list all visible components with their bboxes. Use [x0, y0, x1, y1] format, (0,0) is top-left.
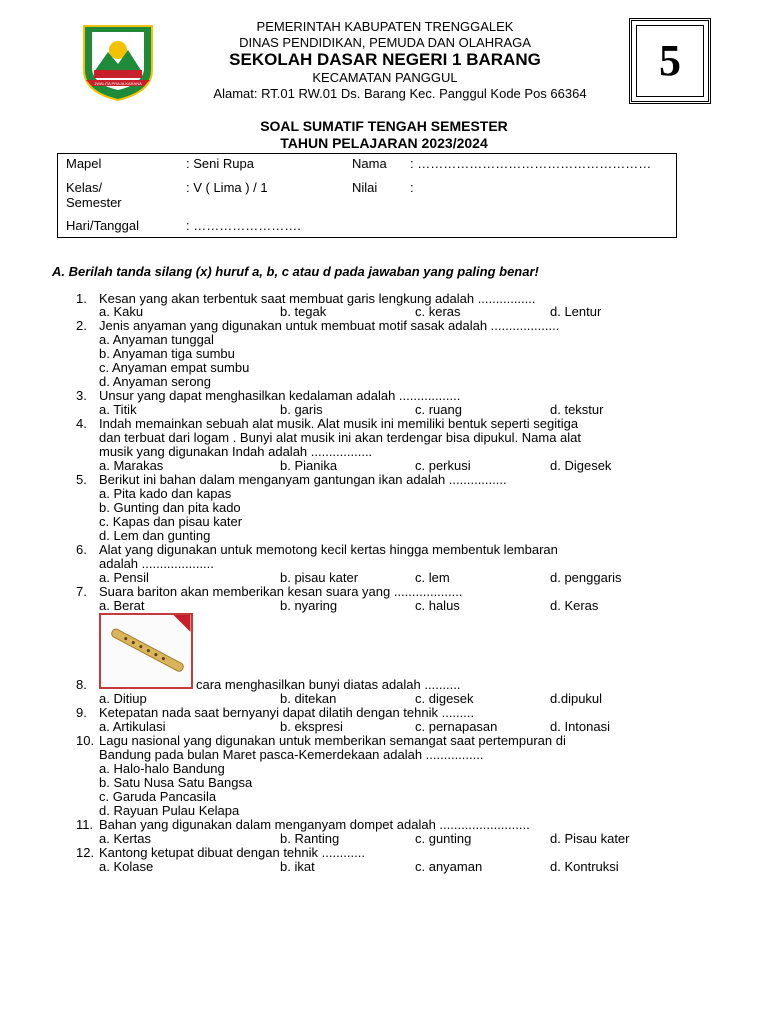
q6-option-a[interactable]: a. Pensil	[99, 570, 149, 585]
q7-option-b[interactable]: b. nyaring	[280, 598, 338, 613]
q12-option-d[interactable]: d. Kontruksi	[550, 859, 619, 874]
q5-option-c[interactable]: c. Kapas dan pisau kater	[99, 514, 243, 529]
q2-option-a[interactable]: a. Anyaman tunggal	[99, 332, 214, 347]
q10-option-c[interactable]: c. Garuda Pancasila	[99, 789, 217, 804]
q12-option-a[interactable]: a. Kolase	[99, 859, 154, 874]
nilai-label: Nilai	[352, 180, 378, 195]
q9-number: 9.	[76, 705, 87, 720]
regency-logo	[78, 22, 158, 102]
q12-number: 12.	[76, 845, 95, 860]
q1-option-d[interactable]: d. Lentur	[550, 304, 602, 319]
q8-text: cara menghasilkan bunyi diatas adalah ..........	[196, 677, 461, 692]
q10-option-d[interactable]: d. Rayuan Pulau Kelapa	[99, 803, 240, 818]
q7-option-c[interactable]: c. halus	[415, 598, 460, 613]
q10-number: 10.	[76, 733, 95, 748]
q10-option-b[interactable]: b. Satu Nusa Satu Bangsa	[99, 775, 253, 790]
q10-text-line2: Bandung pada bulan Maret pasca-Kemerdekaan adalah ................	[99, 747, 484, 762]
student-info-box	[57, 153, 677, 238]
q7-option-d[interactable]: d. Keras	[550, 598, 599, 613]
q2-option-d[interactable]: d. Anyaman serong	[99, 374, 212, 389]
q4-number: 4.	[76, 416, 87, 431]
q11-option-d[interactable]: d. Pisau kater	[550, 831, 630, 846]
q9-option-c[interactable]: c. pernapasan	[415, 719, 498, 734]
q11-option-b[interactable]: b. Ranting	[280, 831, 340, 846]
q11-option-c[interactable]: c. gunting	[415, 831, 472, 846]
q6-text-line2: adalah ....................	[99, 556, 214, 571]
kelas-label: Kelas/	[66, 180, 103, 195]
q4-option-d[interactable]: d. Digesek	[550, 458, 612, 473]
q4-text-line2: dan terbuat dari logam . Bunyi alat musik ini akan terdengar bisa dipukul. Nama alat	[99, 430, 581, 445]
q6-option-c[interactable]: c. lem	[415, 570, 450, 585]
header-district: KECAMATAN PANGGUL	[312, 70, 458, 85]
q12-text: Kantong ketupat dibuat dengan tehnik ............	[99, 845, 365, 860]
q2-option-c[interactable]: c. Anyaman empat sumbu	[99, 360, 250, 375]
q5-number: 5.	[76, 472, 87, 487]
q11-text: Bahan yang digunakan dalam menganyam dompet adalah .........................	[99, 817, 530, 832]
q1-number: 1.	[76, 291, 87, 306]
q9-option-d[interactable]: d. Intonasi	[550, 719, 610, 734]
q9-option-a[interactable]: a. Artikulasi	[99, 719, 166, 734]
logo-ribbon-text: JWALITA PRAJA KARANA	[94, 81, 142, 86]
q10-text-line1: Lagu nasional yang digunakan untuk memberikan semangat saat pertempuran di	[99, 733, 566, 748]
q7-text: Suara bariton akan memberikan kesan suara yang ...................	[99, 584, 463, 599]
q12-option-c[interactable]: c. anyaman	[415, 859, 483, 874]
q1-option-b[interactable]: b. tegak	[280, 304, 327, 319]
q5-text: Berikut ini bahan dalam menganyam gantungan ikan adalah ................	[99, 472, 507, 487]
q3-text: Unsur yang dapat menghasilkan kedalaman adalah .................	[99, 388, 461, 403]
q6-option-b[interactable]: b. pisau kater	[280, 570, 359, 585]
exam-number-box	[629, 18, 711, 104]
q12-option-b[interactable]: b. ikat	[280, 859, 315, 874]
q3-option-c[interactable]: c. ruang	[415, 402, 462, 417]
q8-option-c[interactable]: c. digesek	[415, 691, 474, 706]
flute-image	[99, 613, 193, 689]
mapel-value: : Seni Rupa	[186, 156, 254, 171]
q3-number: 3.	[76, 388, 87, 403]
q4-option-c[interactable]: c. perkusi	[415, 458, 471, 473]
q6-text-line1: Alat yang digunakan untuk memotong kecil kertas hingga membentuk lembaran	[99, 542, 558, 557]
q8-option-b[interactable]: b. ditekan	[280, 691, 337, 706]
exam-year: TAHUN PELAJARAN 2023/2024	[280, 135, 488, 151]
q5-option-b[interactable]: b. Gunting dan pita kado	[99, 500, 241, 515]
q7-option-a[interactable]: a. Berat	[99, 598, 145, 613]
q1-option-a[interactable]: a. Kaku	[99, 304, 144, 319]
q11-option-a[interactable]: a. Kertas	[99, 831, 152, 846]
q9-option-b[interactable]: b. ekspresi	[280, 719, 343, 734]
header-department: DINAS PENDIDIKAN, PEMUDA DAN OLAHRAGA	[239, 35, 531, 50]
q3-option-d[interactable]: d. tekstur	[550, 402, 604, 417]
q6-option-d[interactable]: d. penggaris	[550, 570, 622, 585]
q1-option-c[interactable]: c. keras	[415, 304, 461, 319]
kelas-value: : V ( Lima ) / 1	[186, 180, 268, 195]
header-government: PEMERINTAH KABUPATEN TRENGGALEK	[256, 19, 514, 34]
q5-option-d[interactable]: d. Lem dan gunting	[99, 528, 211, 543]
q3-option-a[interactable]: a. Titik	[99, 402, 137, 417]
q2-option-b[interactable]: b. Anyaman tiga sumbu	[99, 346, 235, 361]
q4-text-line3: musik yang digunakan Indah adalah .................	[99, 444, 373, 459]
q8-option-d[interactable]: d.dipukul	[550, 691, 603, 706]
section-instruction: A. Berilah tanda silang (x) huruf a, b, c atau d pada jawaban yang paling benar!	[52, 264, 539, 279]
mapel-label: Mapel	[66, 156, 102, 171]
q5-option-a[interactable]: a. Pita kado dan kapas	[99, 486, 232, 501]
q2-text: Jenis anyaman yang digunakan untuk membuat motif sasak adalah ...................	[99, 318, 560, 333]
q4-option-a[interactable]: a. Marakas	[99, 458, 164, 473]
q2-number: 2.	[76, 318, 87, 333]
exam-number: 5	[659, 36, 681, 85]
nama-label: Nama	[352, 156, 387, 171]
q4-text-line1: Indah memainkan sebuah alat musik. Alat musik ini memiliki bentuk seperti segitiga	[99, 416, 579, 431]
hari-tanggal-label: Hari/Tanggal	[66, 218, 139, 233]
q4-option-b[interactable]: b. Pianika	[280, 458, 338, 473]
q6-number: 6.	[76, 542, 87, 557]
hari-tanggal-field[interactable]: : …………………….	[186, 218, 301, 233]
semester-label: Semester	[66, 195, 122, 210]
q3-option-b[interactable]: b. garis	[280, 402, 323, 417]
nama-field[interactable]: : ………………………………………………	[410, 156, 652, 171]
nilai-field[interactable]: :	[410, 180, 414, 195]
q9-text: Ketepatan nada saat bernyanyi dapat dilatih dengan tehnik .........	[99, 705, 475, 720]
q8-option-a[interactable]: a. Ditiup	[99, 691, 147, 706]
exam-title: SOAL SUMATIF TENGAH SEMESTER	[260, 118, 508, 134]
q11-number: 11.	[76, 817, 94, 832]
header-address: Alamat: RT.01 RW.01 Ds. Barang Kec. Panggul Kode Pos 66364	[213, 86, 587, 101]
q10-option-a[interactable]: a. Halo-halo Bandung	[99, 761, 225, 776]
q8-number: 8.	[76, 677, 87, 692]
q1-text: Kesan yang akan terbentuk saat membuat garis lengkung adalah ................	[99, 291, 536, 306]
q7-number: 7.	[76, 584, 87, 599]
header-school-name: SEKOLAH DASAR NEGERI 1 BARANG	[229, 50, 541, 69]
